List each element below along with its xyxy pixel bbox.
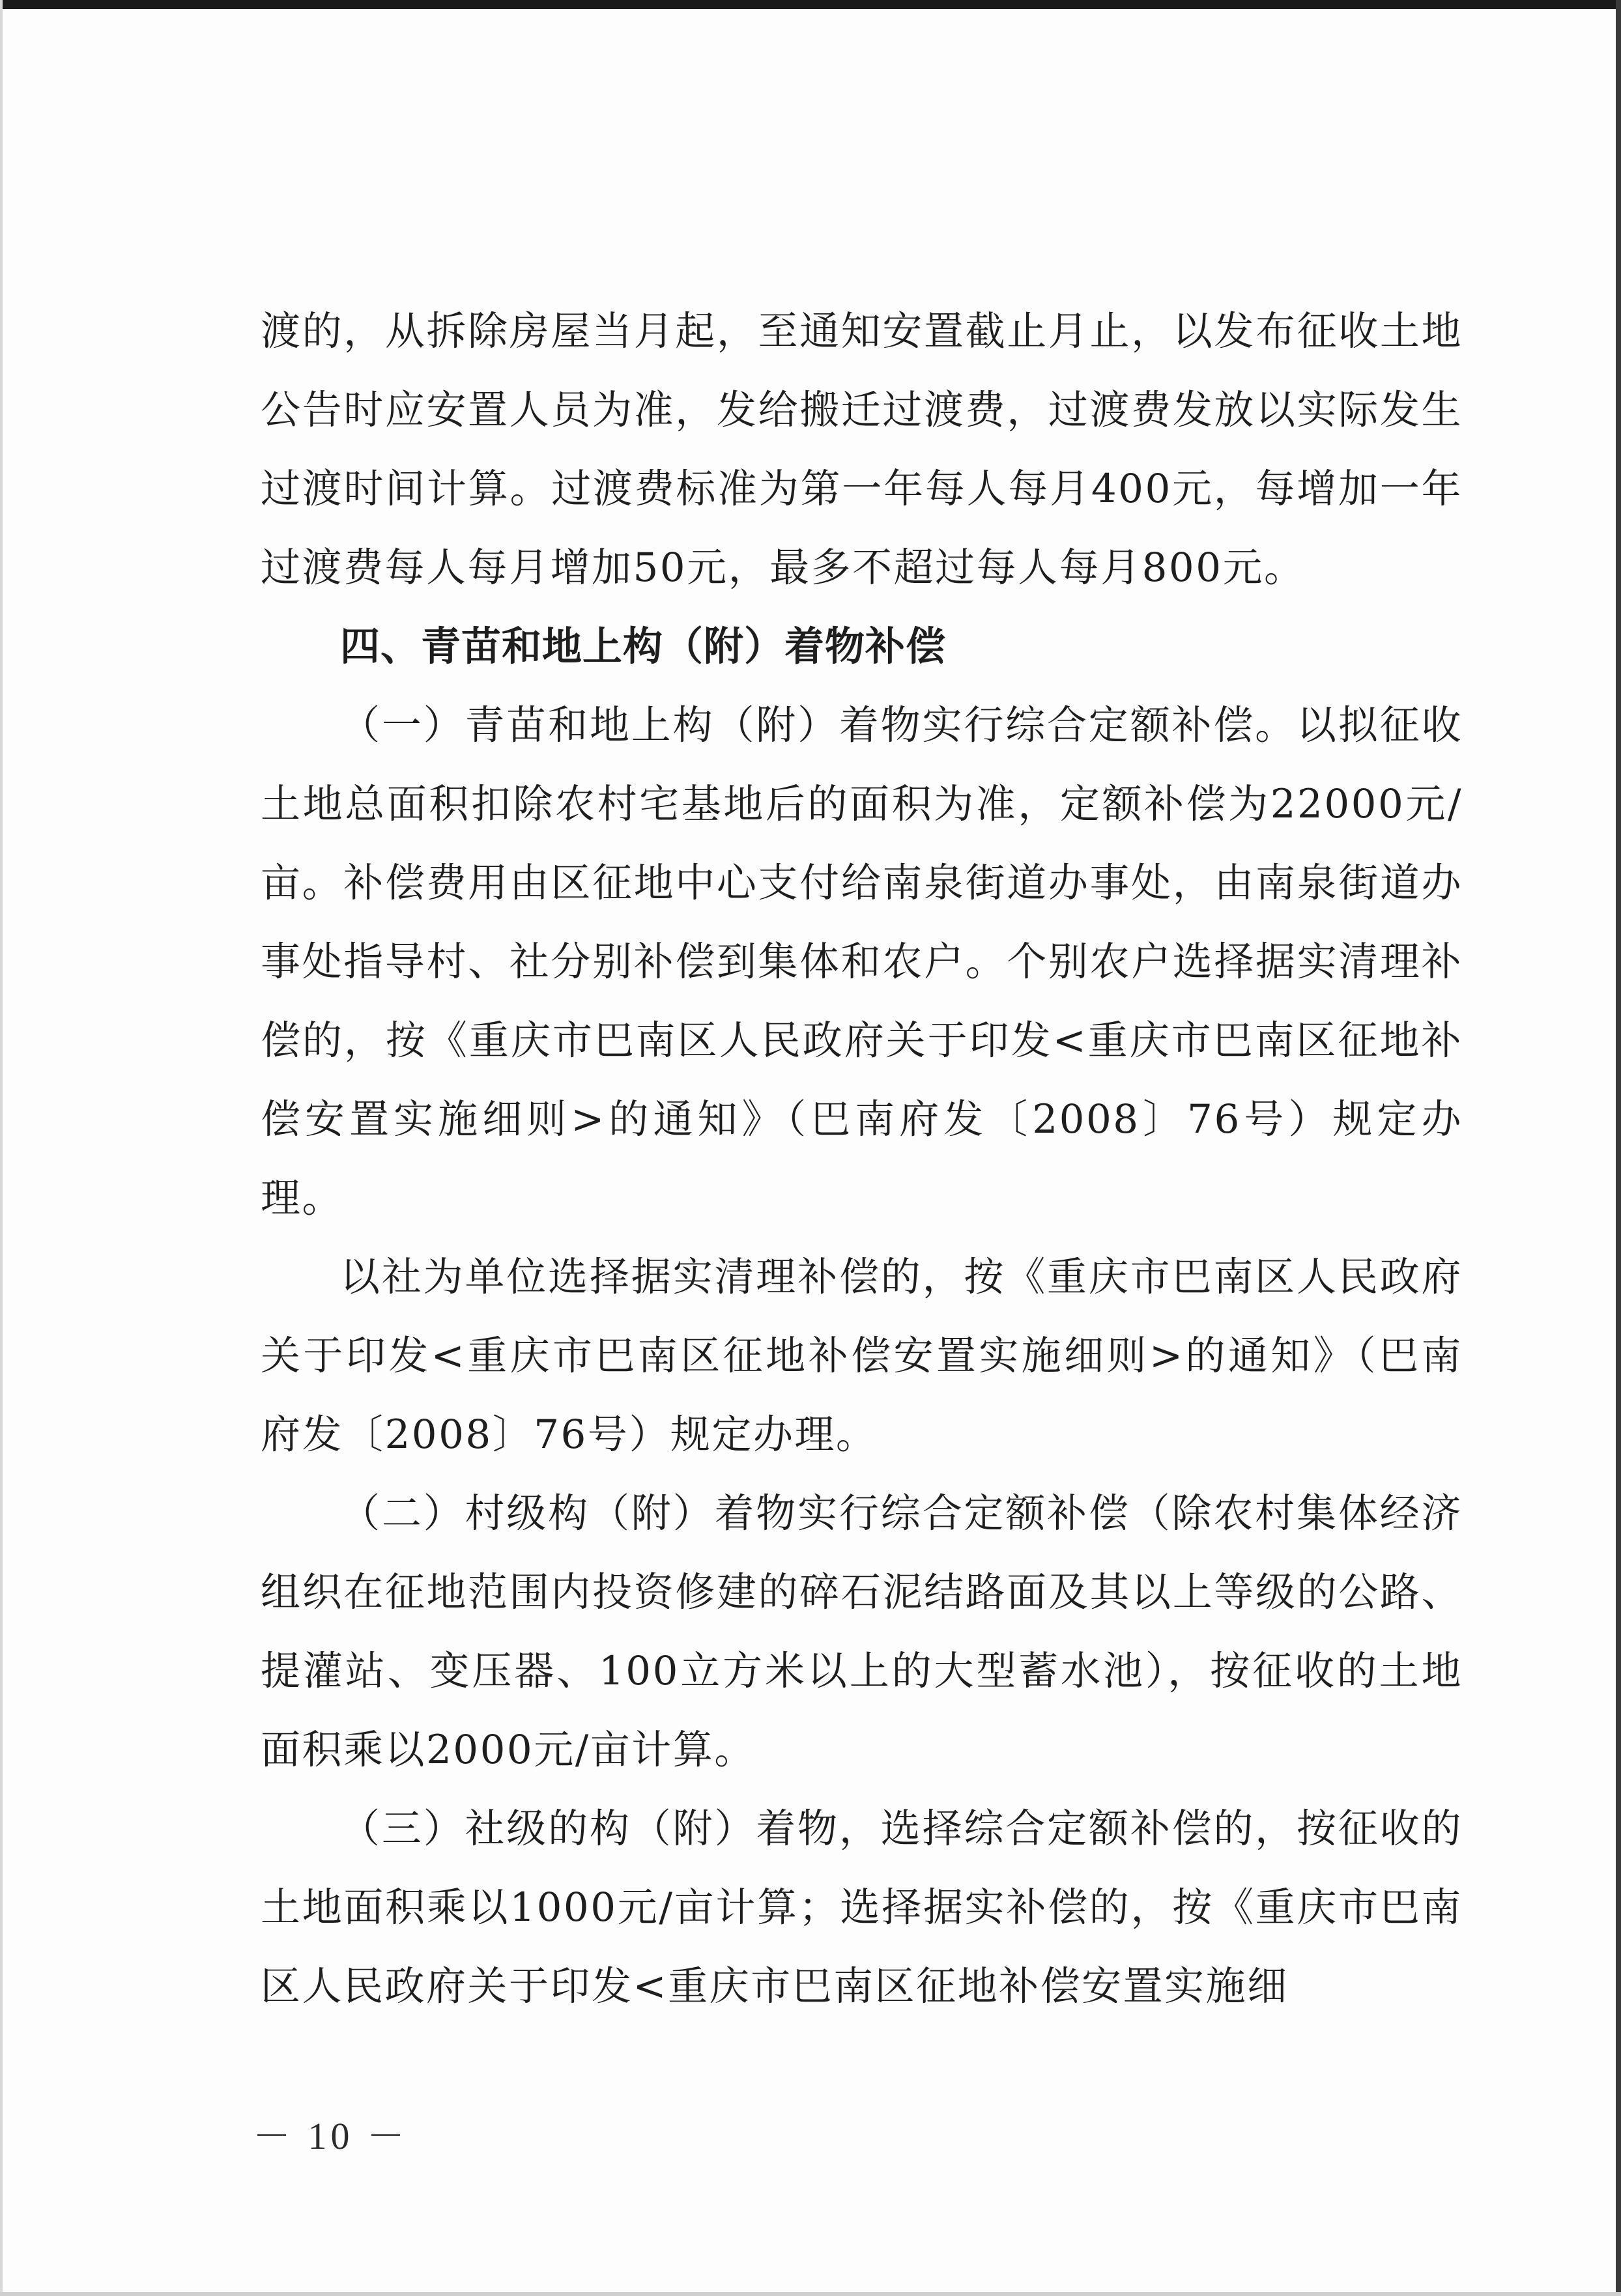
scan-edge-left — [0, 0, 3, 2296]
scan-edge-bottom — [0, 2292, 1621, 2296]
paragraph-relocation-fee: 渡的，从拆除房屋当月起，至通知安置截止月止，以发布征收土地公告时应安置人员为准，发给搬迁过渡费，过渡费发放以实际发生过渡时间计算。过渡费标准为第一年每人每月400元，每增加一年过渡费每人每月增加50元，最多不超过每人每月800元。 — [261, 308, 1463, 591]
scan-edge-top — [0, 0, 1621, 9]
section-heading-compensation: 四、青苗和地上构（附）着物补偿 — [340, 623, 947, 670]
paragraph-item-3: （三）社级的构（附）着物，选择综合定额补偿的，按征收的土地面积乘以1000元/亩计算；选择据实补偿的，按《重庆市巴南区人民政府关于印发<重庆市巴南区征地补偿安置实施细 — [261, 1806, 1463, 2009]
paragraph-item-2: （二）村级构（附）着物实行综合定额补偿（除农村集体经济组织在征地范围内投资修建的碎石泥结路面及其以上等级的公路、提灌站、变压器、100立方米以上的大型蓄水池），按征收的土地面积乘以2000元/亩计算。 — [261, 1490, 1463, 1773]
scan-edge-right — [1616, 0, 1621, 2296]
paragraph-community-cleanup: 以社为单位选择据实清理补偿的，按《重庆市巴南区人民政府关于印发<重庆市巴南区征地补偿安置实施细则>的通知》（巴南府发〔2008〕76号）规定办理。 — [261, 1254, 1463, 1458]
document-body — [261, 292, 1463, 2026]
paragraph-item-1: （一）青苗和地上构（附）着物实行综合定额补偿。以拟征收土地总面积扣除农村宅基地后的面积为准，定额补偿为22000元/亩。补偿费用由区征地中心支付给南泉街道办事处，由南泉街道办事处指导村、社分别补偿到集体和农户。个别农户选择据实清理补偿的，按《重庆市巴南区人民政府关于印发<重庆市巴南区征地补偿安置实施细则>的通知》（巴南府发〔2008〕76号）规定办理。 — [261, 702, 1463, 1221]
page-number: － 10 － — [253, 2115, 409, 2157]
